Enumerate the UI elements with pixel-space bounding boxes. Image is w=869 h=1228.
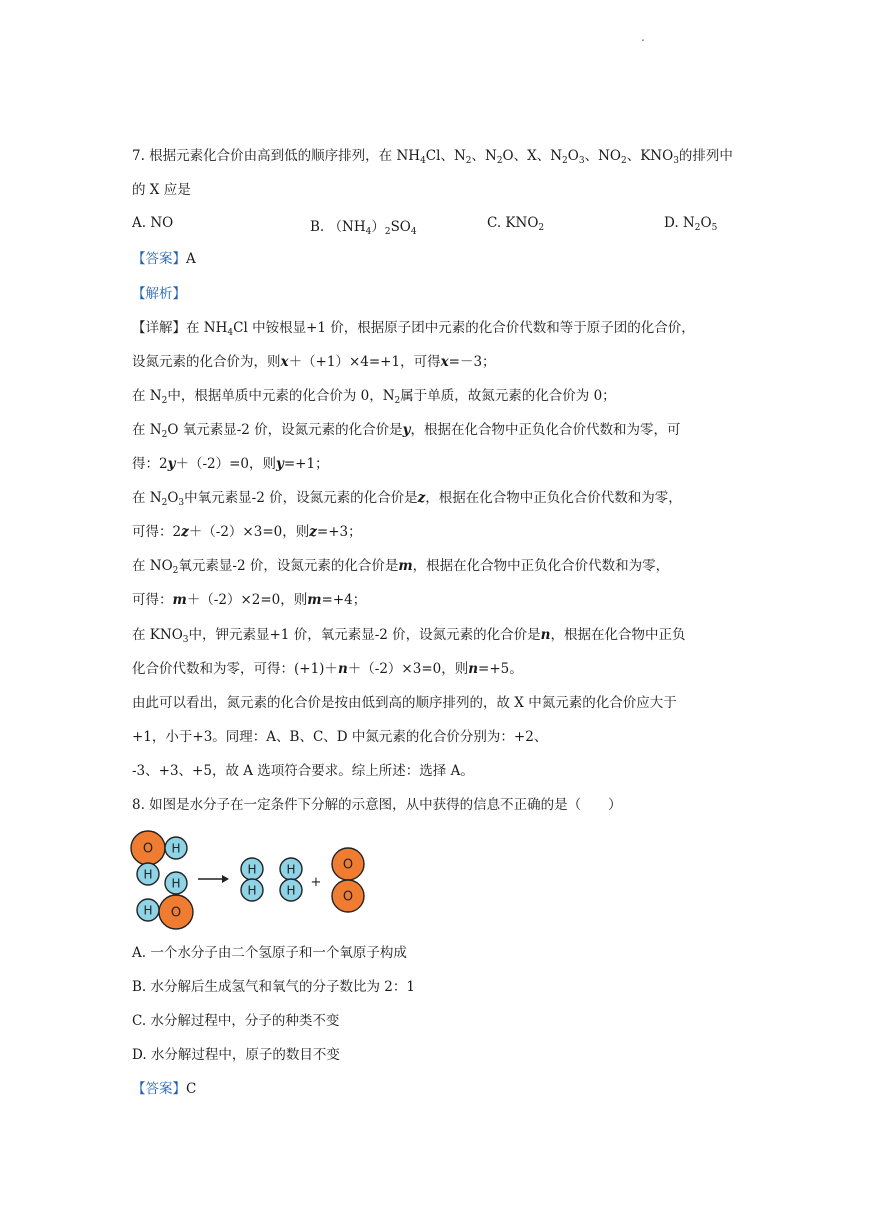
plus-sign: + — [310, 875, 322, 890]
hydrogen-atom-label: H — [286, 862, 296, 877]
q8-stem: 8. 如图是水分子在一定条件下分解的示意图，从中获得的信息不正确的是（ ） — [132, 797, 622, 813]
answer-value: A — [186, 251, 196, 267]
detail-line-14: -3、+3、+5，故 A 选项符合要求。综上所述：选择 A。 — [132, 763, 474, 779]
q7-stem-line2: 的 X 应是 — [132, 182, 191, 198]
detail-line-4: 在 $N_2O$ 氧元素显-2 价，设氮元素的化合价是y，根据在化合物中正负化合价代数和为零，可 — [132, 422, 681, 440]
hydrogen-atom-label: H — [286, 883, 296, 898]
oxygen-atom-label: O — [170, 905, 182, 921]
detail-line-9: 可得：m＋（-2）×2=0，则m=+4； — [132, 592, 367, 608]
hydrogen-atom-label: H — [247, 883, 257, 898]
oxygen-atom-label: O — [342, 857, 354, 873]
q8-option-d: D. 水分解过程中，原子的数目不变 — [132, 1047, 340, 1063]
hydrogen-atom-label: H — [171, 841, 181, 856]
q8-option-a: A. 一个水分子由二个氢原子和一个氧原子构成 — [132, 945, 407, 961]
detail-line-11: 化合价代数和为零，可得：(+1)＋n＋（-2）×3=0，则n=+5。 — [132, 661, 523, 677]
detail-line-12: 由此可以看出，氮元素的化合价是按由低到高的顺序排列的，故 X 中氮元素的化合价应大于 — [132, 695, 677, 711]
detail-line-6: 在 $N_2O_3$中氧元素显-2 价，设氮元素的化合价是z，根据在化合物中正负化合价代数和为零， — [132, 490, 682, 508]
q7-option-d: D. $N_2O_5$ — [664, 215, 718, 233]
hydrogen-atom-label: H — [143, 867, 153, 882]
answer-value: C — [186, 1081, 197, 1097]
q7-option-c: C. $KNO_2$ — [487, 215, 545, 233]
hydrogen-atom-label: H — [247, 862, 257, 877]
oxygen-atom-label: O — [342, 889, 354, 905]
q7-option-b: B. $(NH_4)_2SO_4$ — [310, 219, 417, 237]
q8-answer — [132, 1079, 196, 1099]
q7-option-a: A. NO — [132, 215, 174, 231]
q7-analysis-label: 【解析】 — [132, 286, 186, 302]
detail-line-1: 【详解】在 $NH_4Cl$ 中铵根显+1 价，根据原子团中元素的化合价代数和等于原子团的化合价， — [132, 320, 695, 338]
q8-option-c: C. 水分解过程中，分子的种类不变 — [132, 1013, 340, 1029]
detail-label: 【详解】 — [132, 320, 186, 336]
detail-line-8: 在 $NO_2$氧元素显-2 价，设氮元素的化合价是m，根据在化合物中正负化合价代数和为零， — [132, 558, 670, 576]
hydrogen-atom-label: H — [171, 876, 181, 891]
header-dot: . — [641, 30, 645, 44]
detail-line-2: 设氮元素的化合价为，则x＋（+1）×4=+1，可得x=－3； — [132, 354, 496, 370]
reaction-arrow-head — [222, 875, 229, 883]
q8-option-b: B. 水分解后生成氢气和氧气的分子数比为 2：1 — [132, 979, 415, 995]
q7-answer — [132, 249, 196, 269]
oxygen-atom-label: O — [142, 841, 154, 857]
hydrogen-atom-label: H — [143, 903, 153, 918]
detail-line-7: 可得：2z＋（-2）×3=0，则z=+3； — [132, 524, 362, 540]
q7-stem-line1: 7. 根据元素化合价由高到低的顺序排列，在 $NH_4Cl$、$N_2$、$N_2O$、X、$N_2O_3$、$NO_2$、$KNO_3$的排列中 — [132, 148, 733, 166]
answer-label: 【答案】 — [132, 251, 186, 267]
detail-line-5: 得：2y＋（-2）=0，则y=+1； — [132, 456, 329, 472]
detail-line-13: +1，小于+3。同理：A、B、C、D 中氮元素的化合价分别为：+2、 — [132, 729, 548, 745]
detail-line-3: 在 $N_2$中，根据单质中元素的化合价为 0，$N_2$属于单质，故氮元素的化合价为 0； — [132, 388, 616, 406]
detail-line-10: 在 $KNO_3$中，钾元素显+1 价，氧元素显-2 价，设氮元素的化合价是n，根据在化合物中正负 — [132, 627, 686, 645]
answer-label: 【答案】 — [132, 1081, 186, 1097]
water-decomposition-diagram — [126, 824, 376, 934]
